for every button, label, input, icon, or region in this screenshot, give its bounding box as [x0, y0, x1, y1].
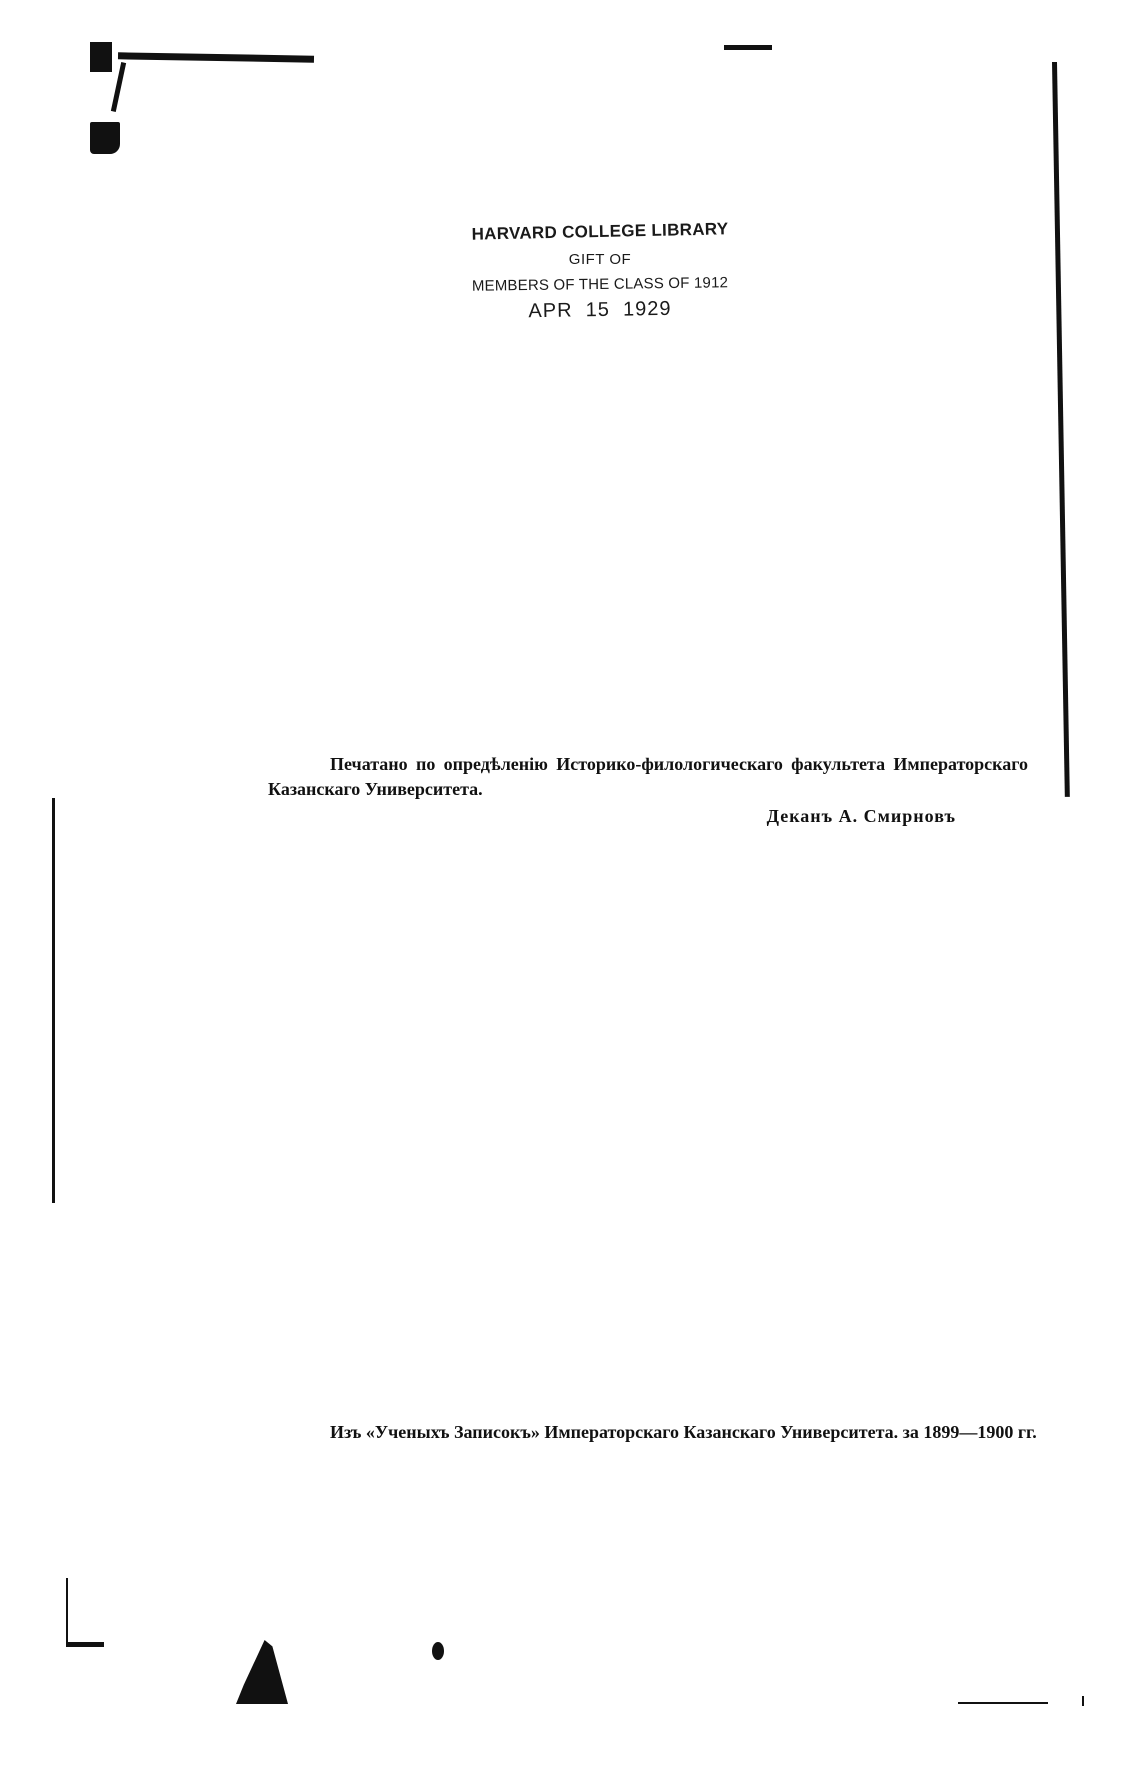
scan-mark-top-left-blob: [90, 122, 120, 154]
scan-mark-bottom-dot: [432, 1642, 444, 1660]
scan-mark-bottom-right-line: [958, 1702, 1048, 1704]
scan-mark-bottom-right-tick: [1082, 1696, 1084, 1706]
imprimatur-block: [268, 752, 1028, 829]
scan-mark-top-left-curve: [111, 62, 126, 112]
scan-mark-bottom-left-vertical: [66, 1578, 68, 1644]
scan-mark-top-left-block: [90, 42, 112, 72]
source-note-text: Изъ «Ученыхъ Записокъ» Императорскаго Казанскаго Университета. за 1899—1900 гг.: [330, 1422, 1037, 1442]
stamp-date: APR 15 1929: [528, 297, 672, 323]
scan-mark-bottom-left-horizontal: [66, 1642, 104, 1647]
scan-mark-top-left-bar: [118, 52, 314, 62]
stamp-gift-of: GIFT OF: [568, 251, 632, 268]
scan-mark-top-dash: [724, 45, 772, 50]
stamp-donor: MEMBERS OF THE CLASS OF 1912: [471, 274, 729, 295]
imprimatur-text: Печатано по опредѣленію Историко-филологическаго факультета Императорскаго Казанскаго Университета.: [268, 754, 1028, 799]
stamp-library-name: HARVARD COLLEGE LIBRARY: [471, 219, 729, 244]
library-stamp: [440, 219, 760, 323]
scan-edge-right: [1052, 62, 1070, 797]
scan-mark-bottom-blob: [236, 1640, 288, 1704]
scan-edge-left: [52, 798, 55, 1203]
dean-signature: Деканъ А. Смирновъ: [766, 806, 956, 826]
source-note-block: [268, 1418, 1048, 1446]
